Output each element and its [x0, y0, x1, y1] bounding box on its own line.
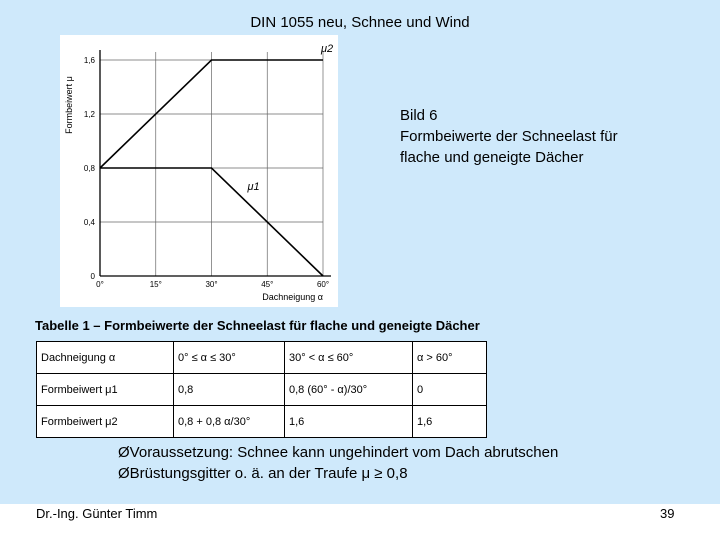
- y-tick-label: 1,2: [83, 110, 95, 119]
- table-title: Tabelle 1 – Formbeiwerte der Schneelast für flache und geneigte Dächer: [35, 318, 480, 333]
- table-cell: α > 60°: [413, 342, 487, 374]
- table-cell: 0,8: [174, 374, 285, 406]
- coefficient-table: [36, 341, 487, 438]
- table-cell: Formbeiwert μ1: [37, 374, 174, 406]
- table-cell: Dachneigung α: [37, 342, 174, 374]
- table-cell: Formbeiwert μ2: [37, 406, 174, 438]
- table-cell: 1,6: [413, 406, 487, 438]
- x-tick-label: 45°: [261, 280, 274, 289]
- bullet-text: Voraussetzung: Schnee kann ungehindert vom Dach abrutschen: [129, 444, 559, 461]
- x-tick-label: 0°: [96, 280, 104, 289]
- table-cell: 0,8 (60° - α)/30°: [285, 374, 413, 406]
- footer-author: Dr.-Ing. Günter Timm: [36, 506, 158, 521]
- x-tick-label: 15°: [149, 280, 162, 289]
- y-tick-label: 0,4: [83, 218, 95, 227]
- table-cell: 0: [413, 374, 487, 406]
- table-cell: 0,8 + 0,8 α/30°: [174, 406, 285, 438]
- bullet-arrow-icon: Ø: [118, 444, 130, 461]
- figure-caption-line: Formbeiwerte der Schneelast für: [400, 128, 618, 145]
- table-cell: 0° ≤ α ≤ 30°: [174, 342, 285, 374]
- series-label: μ1: [247, 181, 260, 193]
- y-tick-label: 0,8: [83, 164, 95, 173]
- y-tick-label: 1,6: [83, 56, 95, 65]
- series-label: μ2: [321, 43, 334, 55]
- y-axis-label: Formbeiwert μ: [64, 76, 74, 134]
- bullet-text: Brüstungsgitter o. ä. an der Traufe μ ≥ 0,8: [129, 465, 408, 482]
- x-tick-label: 30°: [205, 280, 218, 289]
- slide-title: DIN 1055 neu, Schnee und Wind: [250, 14, 470, 31]
- figure-caption: [400, 105, 618, 168]
- bullet-arrow-icon: Ø: [118, 465, 130, 482]
- table-row: [37, 374, 487, 406]
- bullet-item: [118, 444, 558, 461]
- bullet-item: [118, 465, 408, 482]
- y-tick-label: 0: [90, 272, 95, 281]
- x-tick-label: 60°: [316, 280, 330, 289]
- table-cell: 1,6: [285, 406, 413, 438]
- figure-caption-line: flache und geneigte Dächer: [400, 149, 584, 166]
- table-cell: 30° < α ≤ 60°: [285, 342, 413, 374]
- x-axis-label: Dachneigung α: [262, 292, 323, 302]
- figure-caption-line: Bild 6: [400, 107, 438, 124]
- page-number: 39: [660, 506, 675, 521]
- chart-panel: [60, 35, 338, 307]
- table-row: [37, 342, 487, 374]
- table-row: [37, 406, 487, 438]
- formbeiwert-chart: [60, 35, 338, 307]
